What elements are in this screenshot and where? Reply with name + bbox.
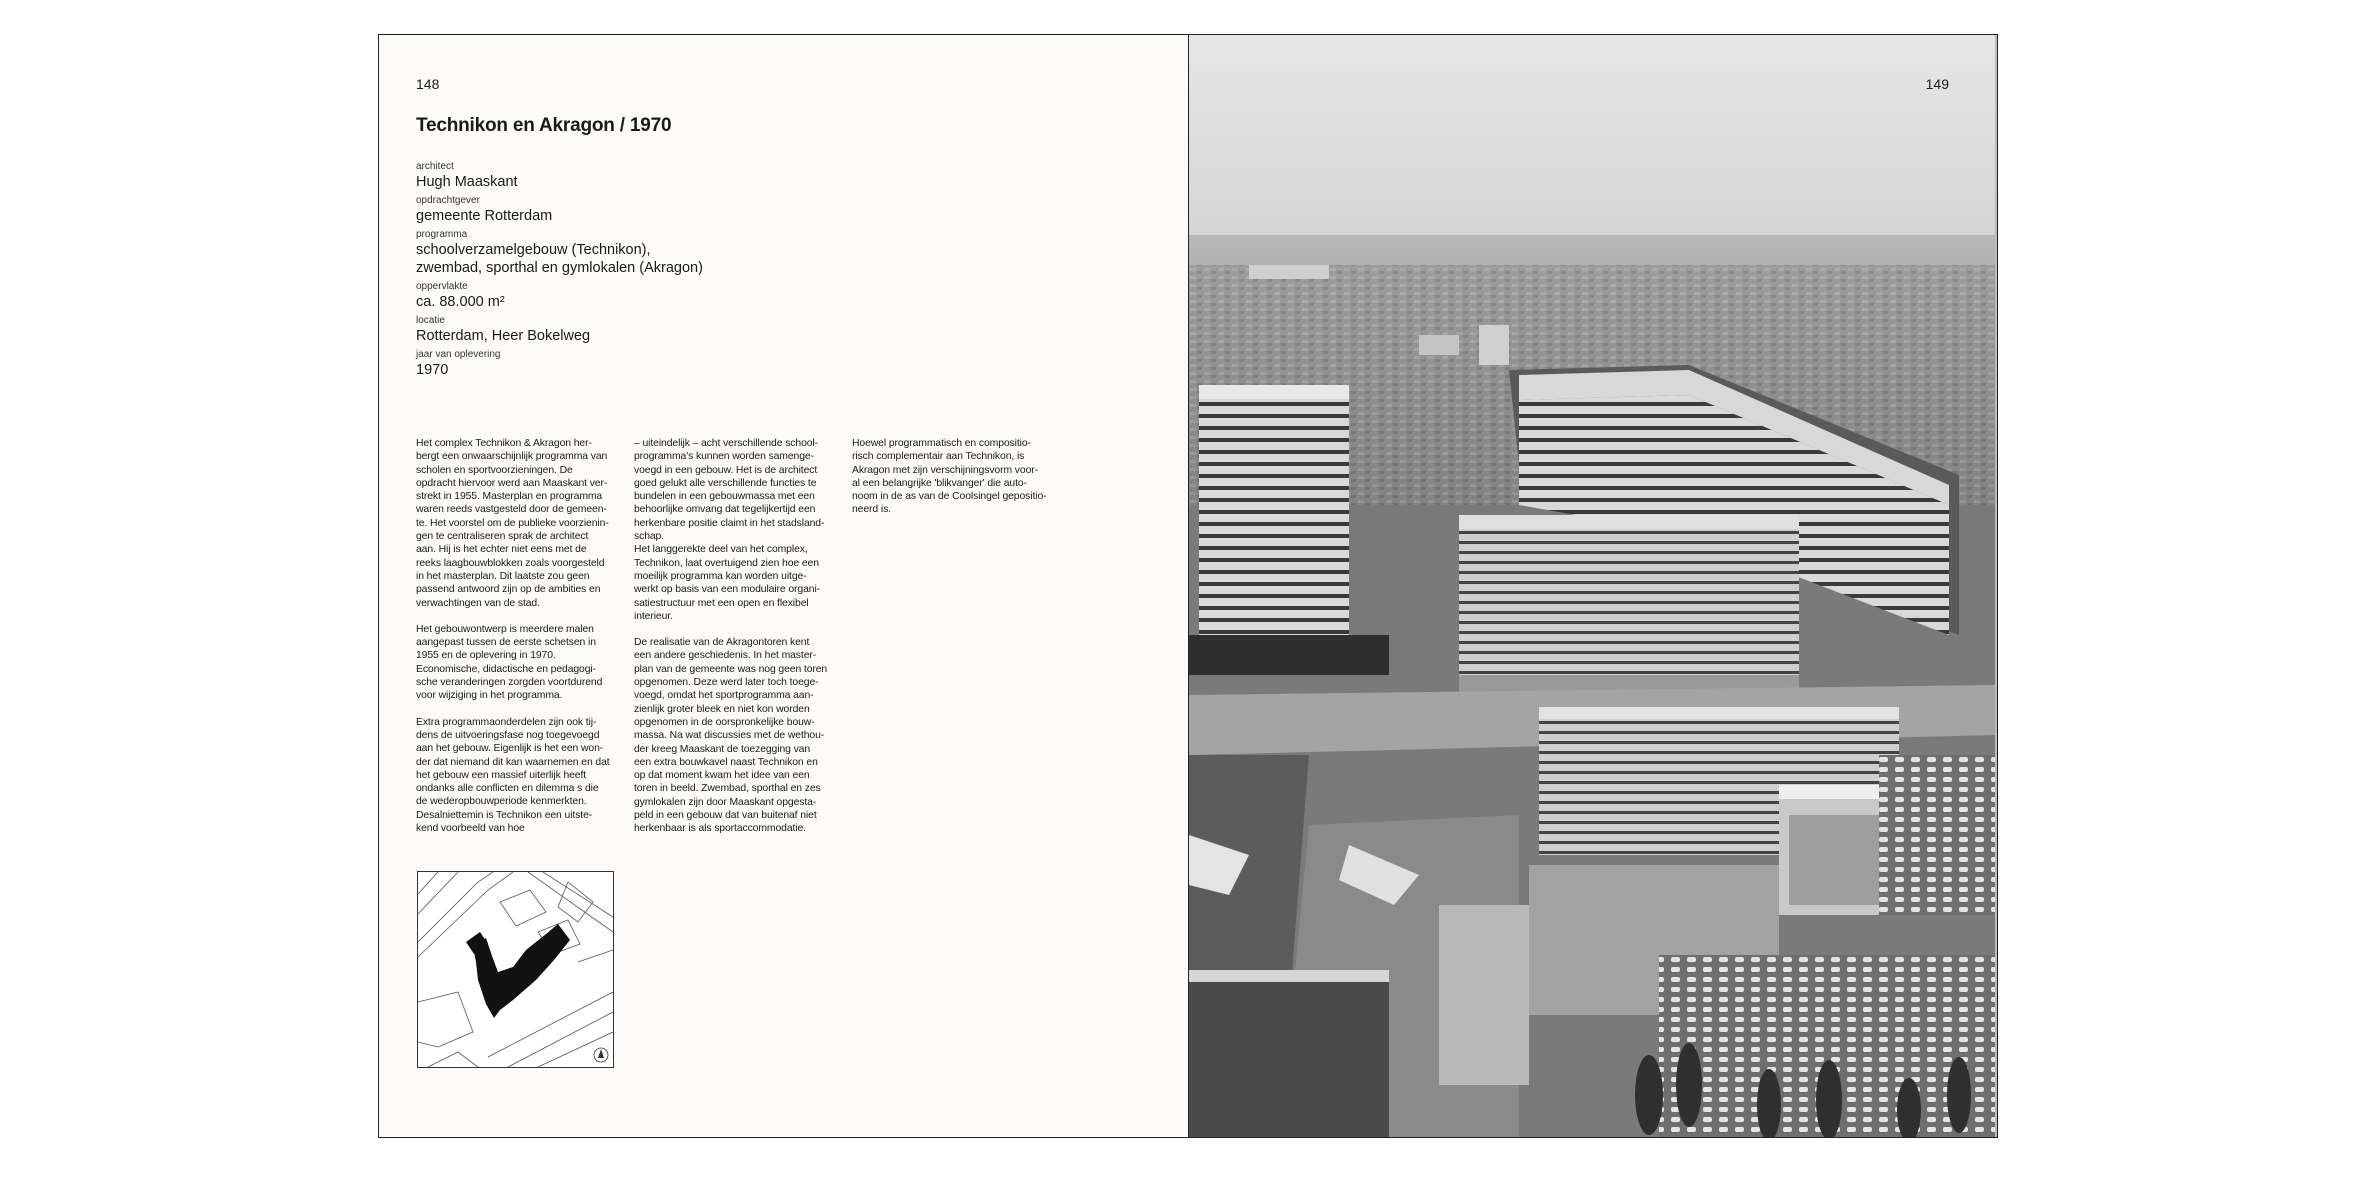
paragraph: De realisatie van de Akragontoren kent een andere geschiedenis. In het master- plan van de gemeente was nog geen toren opgenomen. Deze werd later toch toege- voegd, omdat het sportprogramma aan- zienlijk groter bleek en niet kon worden opgenomen in de oorspronkelijke bouw- massa. Na wat discussies met de wethou- der kreeg Maaskant de toezegging van een extra bouwkavel naast Technikon en op dat moment kwam het idee van een toren in beeld. Zwembad, sporthal en zes gymlokalen zijn door Maaskant opgesta- peld in een gebouw dat van buitenaf niet herkenbaar is als sportaccommodatie. xyxy=(634,637,828,835)
text-column-1 xyxy=(416,437,613,849)
detail-value: ca. 88.000 m² xyxy=(416,294,505,310)
detail-label: jaar van oplevering xyxy=(416,349,501,360)
detail-value: schoolverzamelgebouw (Technikon), zwembad, sporthal en gymlokalen (Akragon) xyxy=(416,242,703,276)
page-number-right: 149 xyxy=(1925,76,1949,92)
paragraph: Het gebouwontwerp is meerdere malen aangepast tussen de eerste schetsen in 1955 en de oplevering in 1970. Economische, didactische en pedagogi- sche veranderingen zorgden voortdurend voor wijziging in het programma. xyxy=(416,623,603,702)
detail-year xyxy=(416,349,796,379)
right-page xyxy=(1189,35,1997,1137)
page-number-left: 148 xyxy=(416,76,440,92)
detail-architect xyxy=(416,161,796,191)
detail-value: Rotterdam, Heer Bokelweg xyxy=(416,328,591,344)
detail-label: oppervlakte xyxy=(416,281,468,292)
text-column-3 xyxy=(852,437,1049,849)
project-details xyxy=(416,161,796,383)
detail-area xyxy=(416,281,796,311)
text-column-2 xyxy=(634,437,831,849)
site-plan-drawing xyxy=(418,872,613,1067)
aerial-photo-drawing xyxy=(1189,35,1995,1137)
page-title: Technikon en Akragon / 1970 xyxy=(416,115,672,136)
detail-value: 1970 xyxy=(416,362,449,378)
left-page xyxy=(379,35,1189,1137)
detail-location xyxy=(416,315,796,345)
detail-label: programma xyxy=(416,229,468,240)
detail-value: Hugh Maaskant xyxy=(416,174,518,190)
site-plan-image xyxy=(417,871,614,1068)
paragraph: Hoewel programmatisch en compositio- risch complementair aan Technikon, is Akragon met zijn verschijningsvorm voor- al een belangrijke 'blikvanger' die auto- noom in de as van de Coolsingel gepositio- neerd is. xyxy=(852,438,1047,516)
detail-program xyxy=(416,229,796,277)
paragraph: Extra programmaonderdelen zijn ook tij- dens de uitvoeringsfase nog toegevoegd aan het gebouw. Eigenlijk is het een won- der dat niemand dit kan waarnemen en dat het gebouw een massief uiterlijk heeft ondanks alle conflicten en dilemma s die de wederopbouwperiode kenmerkten. Desalniettemin is Technikon een uitste- kend voorbeeld van hoe xyxy=(416,716,610,835)
detail-value: gemeente Rotterdam xyxy=(416,208,553,224)
body-text xyxy=(416,437,1049,849)
detail-label: architect xyxy=(416,161,454,172)
aerial-photo xyxy=(1189,35,1997,1137)
paragraph: Het complex Technikon & Akragon her- bergt een onwaarschijnlijk programma van scholen en sportvoorzieningen. De opdracht hiervoor werd aan Maaskant ver- strekt in 1955. Masterplan en programma waren reeds vastgesteld door de gemeen- te. Het voorstel om de publieke voorzienin- gen te centraliseren sprak de architect aan. Hij is het echter niet eens met de reeks laagbouwblokken zoals voorgesteld in het masterplan. Dit laatste zou geen passend antwoord zijn op de ambities en verwachtingen van de stad. xyxy=(416,438,609,609)
book-spread xyxy=(378,34,1998,1138)
detail-client xyxy=(416,195,796,225)
detail-label: locatie xyxy=(416,315,445,326)
detail-label: opdrachtgever xyxy=(416,195,480,206)
paragraph: – uiteindelijk – acht verschillende school- programma's kunnen worden samenge- voegd in een gebouw. Het is de architect goed gelukt alle verschillende functies te bundelen in een gebouwmassa met een behoorlijke omvang dat tegelijkertijd een herkenbare positie claimt in het stadsland- schap. Het langgerekte deel van het complex, Technikon, laat overtuigend zien hoe een moeilijk programma kan worden uitge- werkt op basis van een modulaire organi- satiestructuur met een open en flexibel interieur. xyxy=(634,438,825,622)
